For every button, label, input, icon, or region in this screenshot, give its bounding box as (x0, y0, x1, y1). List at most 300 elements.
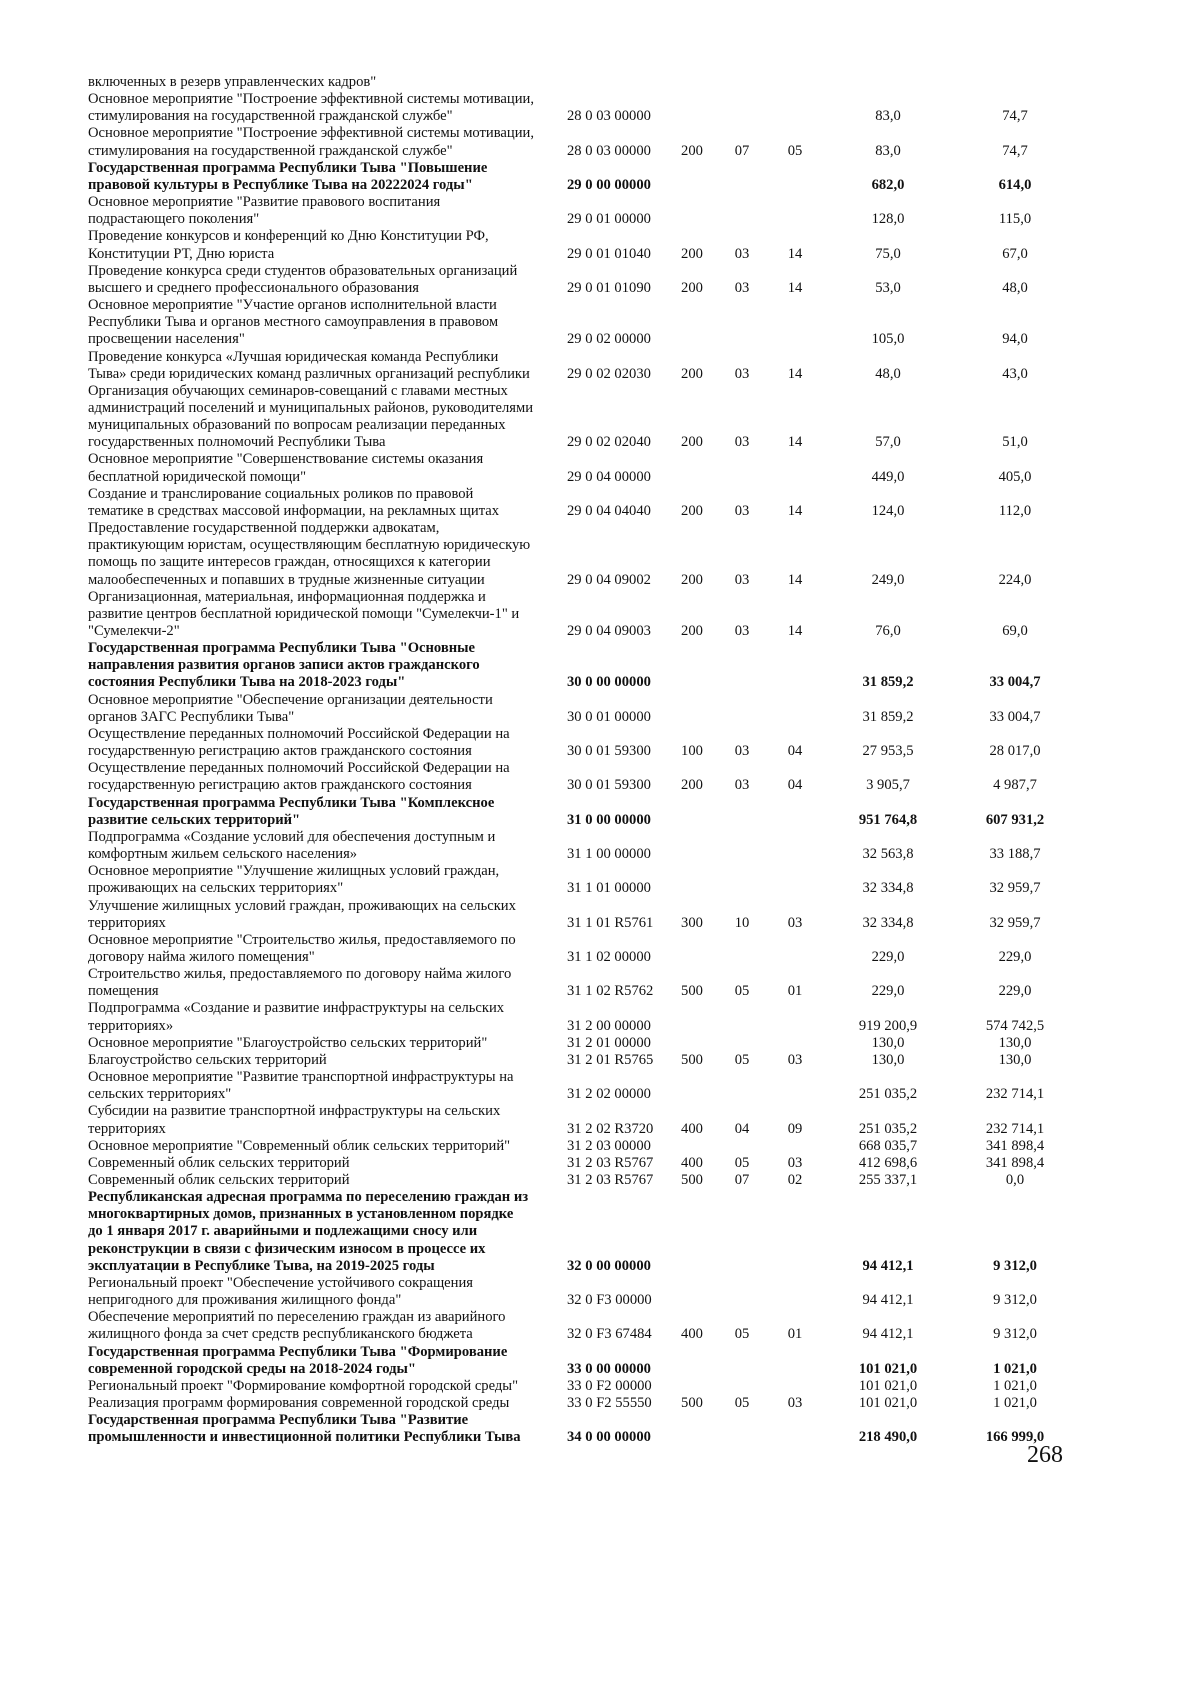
target-article-code: 30 0 01 59300 (567, 743, 651, 760)
target-article-code: 29 0 02 02040 (567, 434, 651, 451)
amount-first: 32 563,8 (862, 846, 914, 863)
table-row (88, 228, 1074, 262)
subsection-code (770, 1378, 820, 1395)
table-row (88, 1155, 1074, 1172)
amount-second: 232 714,1 (985, 1086, 1045, 1103)
budget-table-body (88, 74, 1074, 1447)
amount-second: 341 898,4 (985, 1137, 1045, 1154)
subsection-code: 14 (787, 434, 803, 451)
expense-type-code: 500 (681, 1051, 703, 1068)
table-row (88, 1275, 1074, 1309)
subsection-code: 03 (787, 1395, 803, 1412)
target-article-code: 31 2 03 R5767 (567, 1154, 654, 1171)
amount-second: 9 312,0 (993, 1292, 1037, 1309)
amount-second: 112,0 (998, 502, 1032, 519)
expense-type-code (670, 1000, 714, 1034)
amount-second: 1 021,0 (993, 1395, 1037, 1412)
amount-first: 130,0 (871, 1034, 905, 1051)
expense-type-code (670, 692, 714, 726)
row-description: Основное мероприятие "Построение эффективной системы мотивации, стимулирования на государственной гражданской службе" (88, 91, 534, 125)
table-row (88, 1069, 1074, 1103)
expense-type-code (670, 1275, 714, 1309)
expense-type-code: 400 (681, 1326, 703, 1343)
amount-second: 229,0 (998, 948, 1032, 965)
expense-type-code: 200 (681, 434, 703, 451)
section-code (714, 1378, 770, 1395)
section-code: 03 (734, 434, 750, 451)
row-description: Региональный проект "Формирование комфортной городской среды" (88, 1377, 519, 1394)
expense-type-code: 100 (681, 743, 703, 760)
expense-type-code: 500 (681, 1395, 703, 1412)
amount-first: 668 035,7 (858, 1137, 918, 1154)
table-row (88, 1172, 1074, 1189)
budget-table (88, 74, 1074, 1447)
expense-type-code (670, 932, 714, 966)
row-description: Проведение конкурса среди студентов образовательных организаций высшего и среднего профессионального образования (88, 262, 518, 296)
expense-type-code (670, 1378, 714, 1395)
subsection-code: 14 (787, 571, 803, 588)
table-row (88, 1103, 1074, 1137)
amount-second: 0,0 (1005, 1172, 1025, 1188)
target-article-code: 33 0 00 00000 (567, 1360, 651, 1377)
section-code: 05 (734, 1395, 750, 1412)
amount-first: 27 953,5 (862, 743, 914, 760)
amount-second: 69,0 (1002, 623, 1028, 639)
subsection-code (770, 640, 820, 691)
target-article-code: 29 0 04 09002 (567, 571, 651, 588)
expense-type-code (670, 640, 714, 691)
section-code: 03 (734, 571, 750, 588)
amount-second: 33 004,7 (989, 708, 1041, 725)
amount-first: 32 334,8 (862, 880, 914, 897)
target-article-code: 29 0 00 00000 (567, 176, 651, 193)
section-code (714, 194, 770, 228)
section-code (714, 297, 770, 348)
subsection-code (770, 692, 820, 726)
table-row (88, 1052, 1074, 1069)
subsection-code: 03 (787, 914, 803, 931)
row-description: Основное мероприятие "Обеспечение организации деятельности органов ЗАГС Республики Тыва" (88, 691, 493, 725)
expense-type-code: 300 (681, 914, 703, 931)
section-code (714, 829, 770, 863)
section-code: 05 (734, 1326, 750, 1343)
amount-second: 32 959,7 (989, 880, 1041, 897)
subsection-code: 14 (787, 365, 803, 382)
row-description: Государственная программа Республики Тыва "Формирование современной городской среды на 2018-2024 годы" (88, 1343, 508, 1377)
subsection-code (770, 1035, 820, 1052)
table-row (88, 1035, 1074, 1052)
amount-first: 32 334,8 (862, 914, 914, 931)
amount-first: 919 200,9 (858, 1017, 918, 1034)
section-code (714, 74, 770, 91)
table-row (88, 125, 1074, 159)
subsection-code (770, 1069, 820, 1103)
expense-type-code (670, 1189, 714, 1275)
expense-type-code (670, 795, 714, 829)
section-code (714, 1000, 770, 1034)
row-description: Государственная программа Республики Тыва "Комплексное развитие сельских территорий" (88, 794, 495, 828)
amount-second: 74,7 (1002, 108, 1028, 125)
row-description: Осуществление переданных полномочий Российской Федерации на государственную регистрацию актов гражданского состояния (88, 760, 510, 794)
page-number: 268 (1027, 1442, 1063, 1468)
section-code: 03 (734, 777, 750, 794)
amount-second: 48,0 (1002, 279, 1028, 296)
target-article-code: 31 2 01 00000 (567, 1034, 651, 1051)
expense-type-code (670, 74, 714, 91)
subsection-code: 03 (787, 1051, 803, 1068)
amount-first: 128,0 (871, 211, 905, 228)
section-code: 07 (734, 1172, 750, 1188)
section-code (714, 1035, 770, 1052)
target-article-code: 31 1 02 00000 (567, 948, 651, 965)
target-article-code: 29 0 01 01040 (567, 245, 651, 262)
section-code: 03 (734, 365, 750, 382)
section-code: 10 (734, 914, 750, 931)
row-description: Основное мероприятие "Построение эффективной системы мотивации, стимулирования на государственной гражданской службе" (88, 125, 534, 159)
target-article-code: 28 0 03 00000 (567, 108, 651, 125)
row-description: Подпрограмма «Создание и развитие инфраструктуры на сельских территориях» (88, 1000, 505, 1034)
amount-second: 1 021,0 (993, 1377, 1037, 1394)
row-description: Организационная, материальная, информационная поддержка и развитие центров бесплатной юридической помощи "Сумелекчи-1" и "Сумелекчи-2" (88, 588, 520, 639)
subsection-code (770, 1275, 820, 1309)
row-description: Предоставление государственной поддержки адвокатам, практикующим юристам, осуществляющим бесплатную юридическую помощь по защите интересов граждан, относящихся к категории малообеспеченных и попавших в трудные жизненные ситуации (88, 520, 531, 588)
amount-first: 48,0 (875, 365, 901, 382)
amount-first: 218 490,0 (858, 1429, 918, 1446)
subsection-code: 03 (787, 1154, 803, 1171)
row-description: Современный облик сельских территорий (88, 1154, 350, 1171)
section-code (714, 795, 770, 829)
amount-first: 57,0 (875, 434, 901, 451)
amount-first: 951 764,8 (858, 811, 918, 828)
table-row (88, 966, 1074, 1000)
amount-first: 105,0 (871, 331, 905, 348)
section-code: 05 (734, 1051, 750, 1068)
section-code (714, 692, 770, 726)
target-article-code: 32 0 F3 67484 (567, 1326, 652, 1343)
expense-type-code (670, 194, 714, 228)
subsection-code (770, 829, 820, 863)
subsection-code: 01 (787, 983, 803, 1000)
section-code: 03 (734, 279, 750, 296)
expense-type-code: 200 (681, 777, 703, 794)
table-row (88, 1309, 1074, 1343)
row-description: Строительство жилья, предоставляемого по договору найма жилого помещения (88, 966, 512, 1000)
section-code (714, 1275, 770, 1309)
section-code (714, 932, 770, 966)
target-article-code (558, 74, 670, 91)
table-row (88, 1138, 1074, 1155)
document-page (88, 74, 1074, 1447)
amount-second: 115,0 (998, 211, 1032, 228)
section-code: 03 (734, 502, 750, 519)
section-code (714, 1189, 770, 1275)
amount-first: 31 859,2 (862, 674, 914, 691)
subsection-code: 02 (787, 1172, 803, 1188)
amount-second: 4 987,7 (993, 777, 1037, 794)
target-article-code: 29 0 02 00000 (567, 331, 651, 348)
section-code (714, 160, 770, 194)
row-description: Основное мероприятие "Участие органов исполнительной власти Республики Тыва и органов местного самоуправления в правовом просвещении населения" (88, 297, 499, 348)
row-description: Основное мероприятие "Благоустройство сельских территорий" (88, 1034, 488, 1051)
row-description: Основное мероприятие "Строительство жилья, предоставляемого по договору найма жилого помещения" (88, 931, 516, 965)
program-row (88, 1189, 1074, 1275)
expense-type-code: 400 (681, 1154, 703, 1171)
amount-first: 53,0 (875, 279, 901, 296)
subsection-code (770, 1344, 820, 1378)
row-description: Реализация программ формирования современной городской среды (88, 1395, 510, 1412)
amount-second: 51,0 (1002, 434, 1028, 451)
subsection-code (770, 863, 820, 897)
row-description: Государственная программа Республики Тыва "Основные направления развития органов записи актов гражданского состояния Республики Тыва на 2018-2023 годы" (88, 640, 480, 691)
expense-type-code: 200 (681, 279, 703, 296)
expense-type-code (670, 451, 714, 485)
expense-type-code: 500 (681, 983, 703, 1000)
target-article-code: 29 0 04 09003 (567, 623, 651, 639)
expense-type-code: 200 (681, 571, 703, 588)
expense-type-code (670, 91, 714, 125)
amount-first: 251 035,2 (858, 1120, 918, 1137)
table-row (88, 520, 1074, 589)
target-article-code: 29 0 01 01090 (567, 279, 651, 296)
expense-type-code: 200 (681, 623, 703, 639)
table-row (88, 297, 1074, 348)
target-article-code: 34 0 00 00000 (567, 1429, 651, 1446)
amount-second: 405,0 (998, 468, 1032, 485)
amount-first: 83,0 (875, 108, 901, 125)
subsection-code (770, 1000, 820, 1034)
amount-first: 101 021,0 (858, 1377, 918, 1394)
subsection-code (770, 1189, 820, 1275)
expense-type-code: 200 (681, 365, 703, 382)
expense-type-code (670, 829, 714, 863)
amount-second: 1 021,0 (993, 1360, 1037, 1377)
target-article-code: 29 0 04 00000 (567, 468, 651, 485)
section-code (714, 91, 770, 125)
amount-first: 3 905,7 (866, 777, 910, 794)
amount-first: 101 021,0 (858, 1395, 918, 1412)
amount-first: 412 698,6 (858, 1154, 918, 1171)
amount-first: 94 412,1 (862, 1257, 914, 1274)
row-description: Основное мероприятие "Развитие транспортной инфраструктуры на сельских территориях" (88, 1069, 514, 1103)
table-row (88, 74, 1074, 91)
target-article-code: 31 0 00 00000 (567, 811, 651, 828)
section-code (714, 863, 770, 897)
subsection-code: 01 (787, 1326, 803, 1343)
table-row (88, 692, 1074, 726)
table-row (88, 91, 1074, 125)
table-row (88, 1395, 1074, 1412)
expense-type-code (670, 1035, 714, 1052)
amount-second: 33 188,7 (989, 846, 1041, 863)
amount-second: 166 999,0 (985, 1429, 1045, 1446)
amount-first: 249,0 (871, 571, 905, 588)
subsection-code: 14 (787, 245, 803, 262)
expense-type-code: 200 (681, 245, 703, 262)
subsection-code: 14 (787, 623, 803, 639)
amount-first: 229,0 (871, 983, 905, 1000)
section-code: 03 (734, 743, 750, 760)
expense-type-code: 400 (681, 1120, 703, 1137)
subsection-code (770, 160, 820, 194)
subsection-code: 04 (787, 777, 803, 794)
target-article-code: 31 2 01 R5765 (567, 1051, 654, 1068)
subsection-code: 14 (787, 279, 803, 296)
amount-second: 224,0 (998, 571, 1032, 588)
program-row (88, 1412, 1074, 1446)
row-description: Субсидии на развитие транспортной инфраструктуры на сельских территориях (88, 1103, 501, 1137)
expense-type-code (670, 1412, 714, 1446)
expense-type-code: 200 (681, 142, 703, 159)
amount-first: 229,0 (871, 948, 905, 965)
expense-type-code (670, 1138, 714, 1155)
amount-second: 94,0 (1002, 331, 1028, 348)
amount-first: 101 021,0 (858, 1360, 918, 1377)
table-row (88, 263, 1074, 297)
row-description: Основное мероприятие "Современный облик сельских территорий" (88, 1137, 511, 1154)
program-row (88, 640, 1074, 691)
amount-second (956, 74, 1074, 91)
subsection-code (770, 74, 820, 91)
expense-type-code (670, 160, 714, 194)
section-code (714, 1138, 770, 1155)
subsection-code (770, 194, 820, 228)
subsection-code (770, 795, 820, 829)
subsection-code (770, 1138, 820, 1155)
subsection-code: 14 (787, 502, 803, 519)
table-row (88, 451, 1074, 485)
target-article-code: 31 2 00 00000 (567, 1017, 651, 1034)
target-article-code: 31 1 02 R5762 (567, 983, 654, 1000)
row-description: Благоустройство сельских территорий (88, 1051, 327, 1068)
row-description: Основное мероприятие "Улучшение жилищных условий граждан, проживающих на сельских территориях" (88, 863, 500, 897)
amount-first: 449,0 (871, 468, 905, 485)
target-article-code: 31 2 02 00000 (567, 1086, 651, 1103)
row-description: Государственная программа Республики Тыва "Повышение правовой культуры в Республике Тыва на 20222024 годы" (88, 159, 488, 193)
row-description: Государственная программа Республики Тыва "Развитие промышленности и инвестиционной политики Республики Тыва (88, 1412, 521, 1446)
program-row (88, 1344, 1074, 1378)
table-row (88, 383, 1074, 452)
row-description: Проведение конкурса «Лучшая юридическая команда Республики Тыва» среди юридических команд различных организаций республики (88, 348, 530, 382)
subsection-code (770, 932, 820, 966)
subsection-code (770, 1412, 820, 1446)
amount-second: 607 931,2 (985, 811, 1045, 828)
target-article-code: 31 1 00 00000 (567, 846, 651, 863)
amount-second: 574 742,5 (985, 1017, 1045, 1034)
table-row (88, 829, 1074, 863)
target-article-code: 31 2 02 R3720 (567, 1120, 654, 1137)
table-row (88, 898, 1074, 932)
section-code: 03 (734, 623, 750, 639)
target-article-code: 33 0 F2 55550 (567, 1395, 652, 1412)
amount-first: 94 412,1 (862, 1326, 914, 1343)
section-code (714, 1344, 770, 1378)
row-description: Организация обучающих семинаров-совещаний с главами местных администраций поселений и муниципальных районов, руководителями муниципальных образований по вопросам реализации переданных государственных полномочий Республики Тыва (88, 382, 534, 451)
subsection-code (770, 91, 820, 125)
target-article-code: 32 0 00 00000 (567, 1257, 651, 1274)
amount-second: 67,0 (1002, 245, 1028, 262)
table-row (88, 349, 1074, 383)
expense-type-code: 200 (681, 502, 703, 519)
amount-second: 74,7 (1002, 142, 1028, 159)
amount-second: 130,0 (998, 1051, 1032, 1068)
row-description: Основное мероприятие "Развитие правового воспитания подрастающего поколения" (88, 194, 441, 228)
target-article-code: 29 0 01 00000 (567, 211, 651, 228)
section-code (714, 1069, 770, 1103)
target-article-code: 30 0 01 59300 (567, 777, 651, 794)
target-article-code: 31 2 03 R5767 (567, 1172, 654, 1188)
target-article-code: 30 0 00 00000 (567, 674, 651, 691)
amount-second: 32 959,7 (989, 914, 1041, 931)
amount-second: 28 017,0 (989, 743, 1041, 760)
expense-type-code (670, 1344, 714, 1378)
amount-second: 341 898,4 (985, 1154, 1045, 1171)
amount-first: 682,0 (871, 176, 905, 193)
amount-first: 255 337,1 (858, 1172, 918, 1188)
subsection-code: 05 (787, 142, 803, 159)
program-row (88, 795, 1074, 829)
section-code: 07 (734, 142, 750, 159)
row-description: Подпрограмма «Создание условий для обеспечения доступным и комфортным жильем сельского населения» (88, 828, 496, 863)
target-article-code: 31 1 01 R5761 (567, 914, 654, 931)
amount-second: 43,0 (1002, 365, 1028, 382)
section-code: 05 (734, 1154, 750, 1171)
target-article-code: 30 0 01 00000 (567, 708, 651, 725)
target-article-code: 33 0 F2 00000 (567, 1377, 652, 1394)
row-description: Региональный проект "Обеспечение устойчивого сокращения непригодного для проживания жилищного фонда" (88, 1274, 473, 1309)
target-article-code: 29 0 02 02030 (567, 365, 651, 382)
row-description: включенных в резерв управленческих кадров" (88, 74, 377, 90)
target-article-code: 28 0 03 00000 (567, 142, 651, 159)
table-row (88, 726, 1074, 760)
table-row (88, 1378, 1074, 1395)
amount-first: 75,0 (875, 245, 901, 262)
subsection-code (770, 451, 820, 485)
target-article-code: 31 2 03 00000 (567, 1137, 651, 1154)
table-row (88, 486, 1074, 520)
section-code: 04 (734, 1120, 750, 1137)
row-description: Современный облик сельских территорий (88, 1172, 350, 1188)
amount-second: 229,0 (998, 983, 1032, 1000)
amount-second: 614,0 (998, 176, 1032, 193)
section-code: 05 (734, 983, 750, 1000)
row-description: Улучшение жилищных условий граждан, проживающих на сельских территориях (88, 897, 516, 931)
subsection-code: 09 (787, 1120, 803, 1137)
row-description: Основное мероприятие "Совершенствование системы оказания бесплатной юридической помощи" (88, 451, 484, 485)
row-description: Создание и транслирование социальных роликов по правовой тематике в средствах массовой информации, на рекламных щитах (88, 485, 500, 519)
expense-type-code (670, 863, 714, 897)
table-row (88, 1000, 1074, 1034)
table-row (88, 760, 1074, 794)
section-code (714, 451, 770, 485)
table-row (88, 194, 1074, 228)
table-row (88, 932, 1074, 966)
amount-second: 9 312,0 (993, 1326, 1037, 1343)
amount-first: 124,0 (871, 502, 905, 519)
row-description: Обеспечение мероприятий по переселению граждан из аварийного жилищного фонда за счет средств республиканского бюджета (88, 1309, 506, 1343)
amount-first: 94 412,1 (862, 1292, 914, 1309)
target-article-code: 31 1 01 00000 (567, 880, 651, 897)
target-article-code: 32 0 F3 00000 (567, 1292, 652, 1309)
amount-first: 76,0 (875, 623, 901, 639)
program-row (88, 160, 1074, 194)
target-article-code: 29 0 04 04040 (567, 502, 651, 519)
amount-second: 33 004,7 (989, 674, 1041, 691)
section-code: 03 (734, 245, 750, 262)
row-description: Проведение конкурсов и конференций ко Дню Конституции РФ, Конституции РТ, Дню юриста (88, 228, 489, 262)
subsection-code: 04 (787, 743, 803, 760)
row-description: Республиканская адресная программа по переселению граждан из многоквартирных домов, признанных в установленном порядке до 1 января 2017 г. аварийными и подлежащими сносу или реконструкции в связи с физическим износом в процессе их эксплуатации в Республике Тыва, на 2019-2025 годы (88, 1189, 529, 1274)
amount-first: 251 035,2 (858, 1086, 918, 1103)
